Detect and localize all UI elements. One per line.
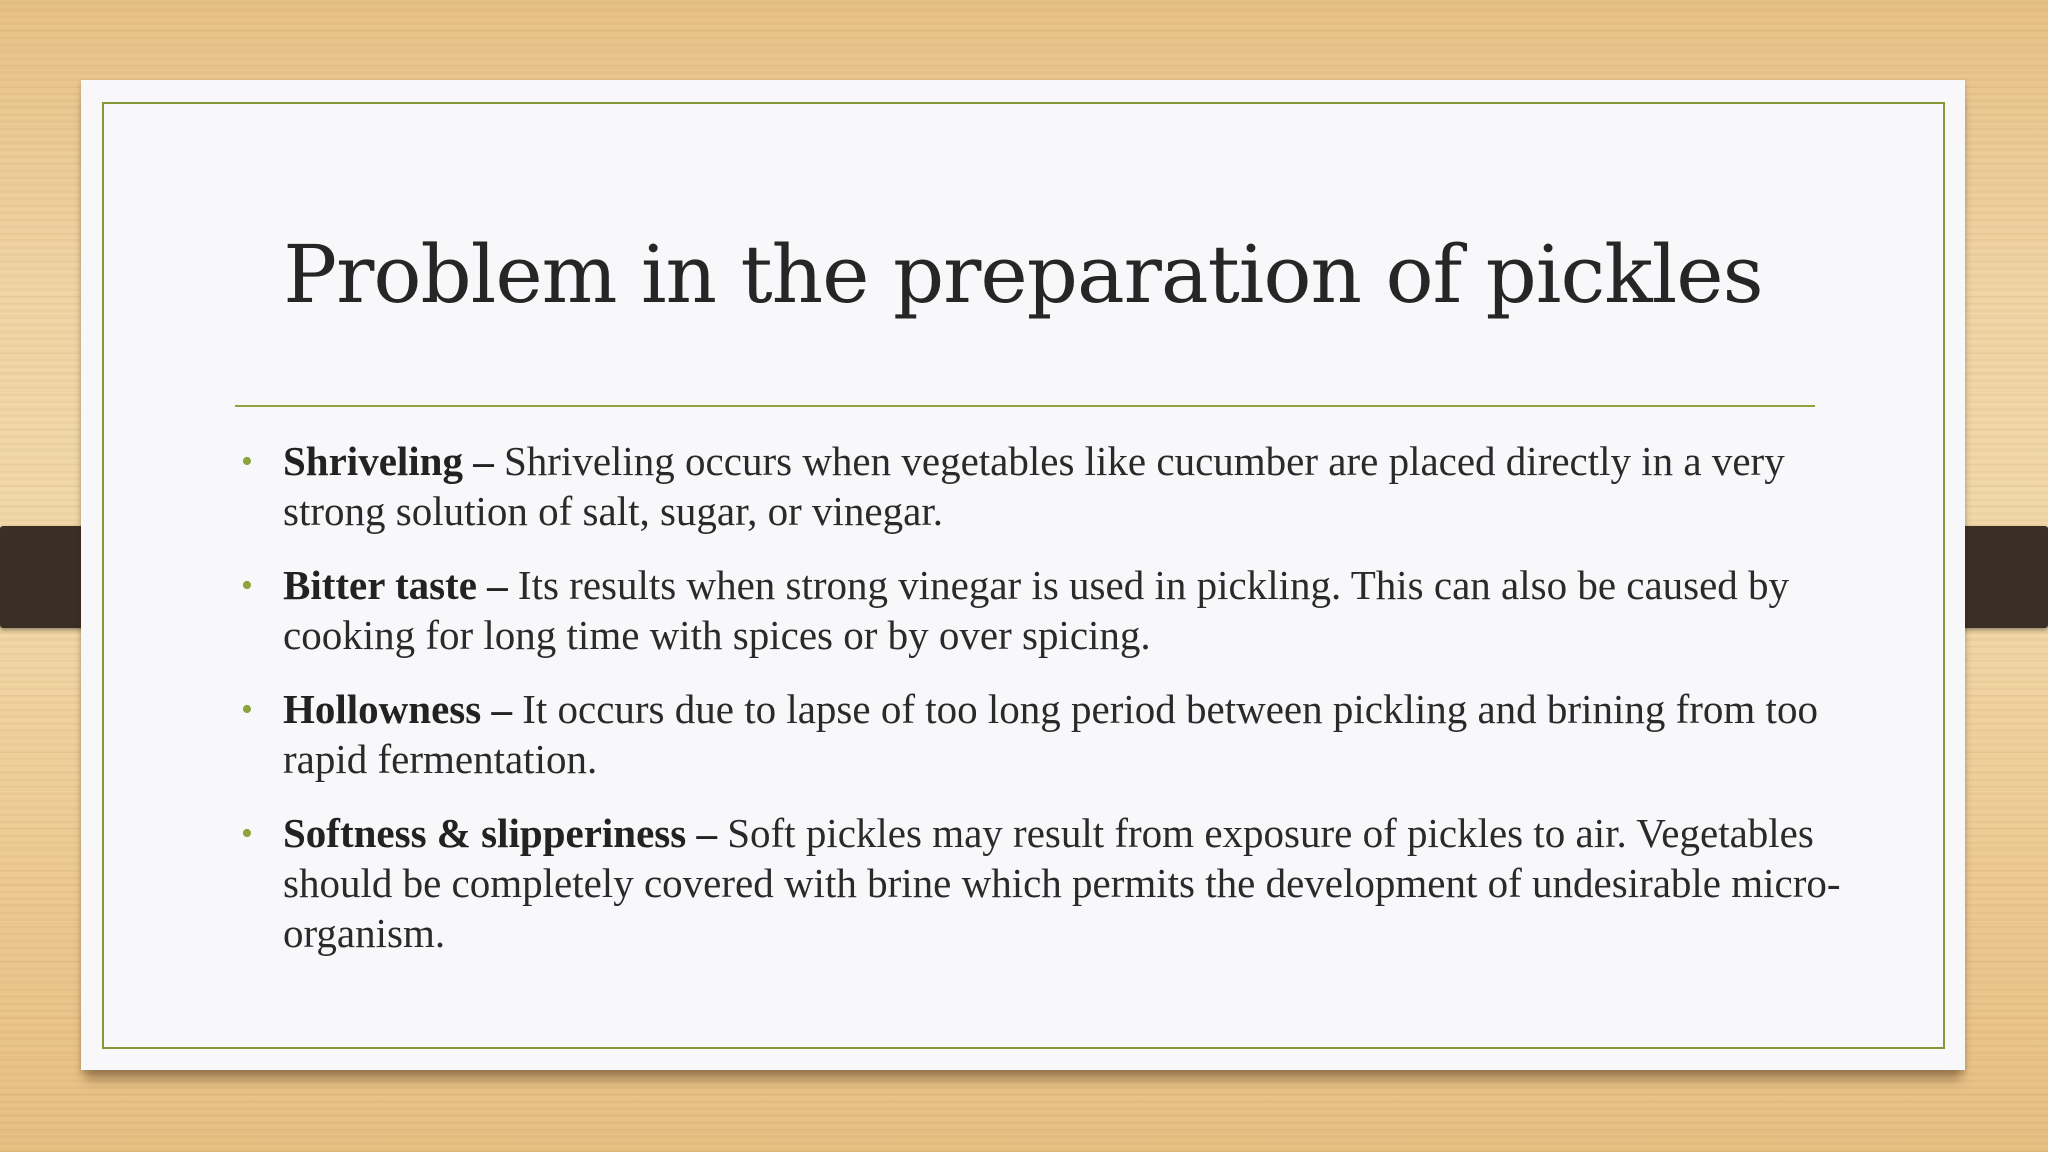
bullet-text: Soft pickles may result from exposure of pickles to air. Vegetables should be completely covered with brine which permits the development of undesirable micro-organism.: [283, 810, 1841, 956]
title-divider: [235, 405, 1815, 407]
bullet-dot-icon: •: [241, 567, 253, 604]
bullet-dot-icon: •: [241, 691, 253, 728]
bullet-term: Bitter taste –: [283, 562, 518, 608]
bullet-text: Its results when strong vinegar is used in pickling. This can also be caused by cooking for long time with spices or by over spicing.: [283, 562, 1790, 658]
bullet-term: Hollowness –: [283, 686, 523, 732]
slide-title: Problem in the preparation of pickles: [283, 228, 1763, 321]
bullet-term: Softness & slipperiness –: [283, 810, 728, 856]
bullet-item-hollowness: [233, 684, 1873, 784]
bullet-item-bitter-taste: [233, 560, 1873, 660]
bullet-dot-icon: •: [241, 443, 253, 480]
bullet-text: It occurs due to lapse of too long period between pickling and brining from too rapid fermentation.: [283, 686, 1818, 782]
bullet-list: [233, 436, 1873, 982]
bullet-text: Shriveling occurs when vegetables like cucumber are placed directly in a very strong solution of salt, sugar, or vinegar.: [283, 438, 1785, 534]
bullet-item-softness: [233, 808, 1873, 958]
bullet-term: Shriveling –: [283, 438, 504, 484]
bullet-item-shriveling: [233, 436, 1873, 536]
bullet-dot-icon: •: [241, 815, 253, 852]
slide-paper: [81, 80, 1965, 1070]
